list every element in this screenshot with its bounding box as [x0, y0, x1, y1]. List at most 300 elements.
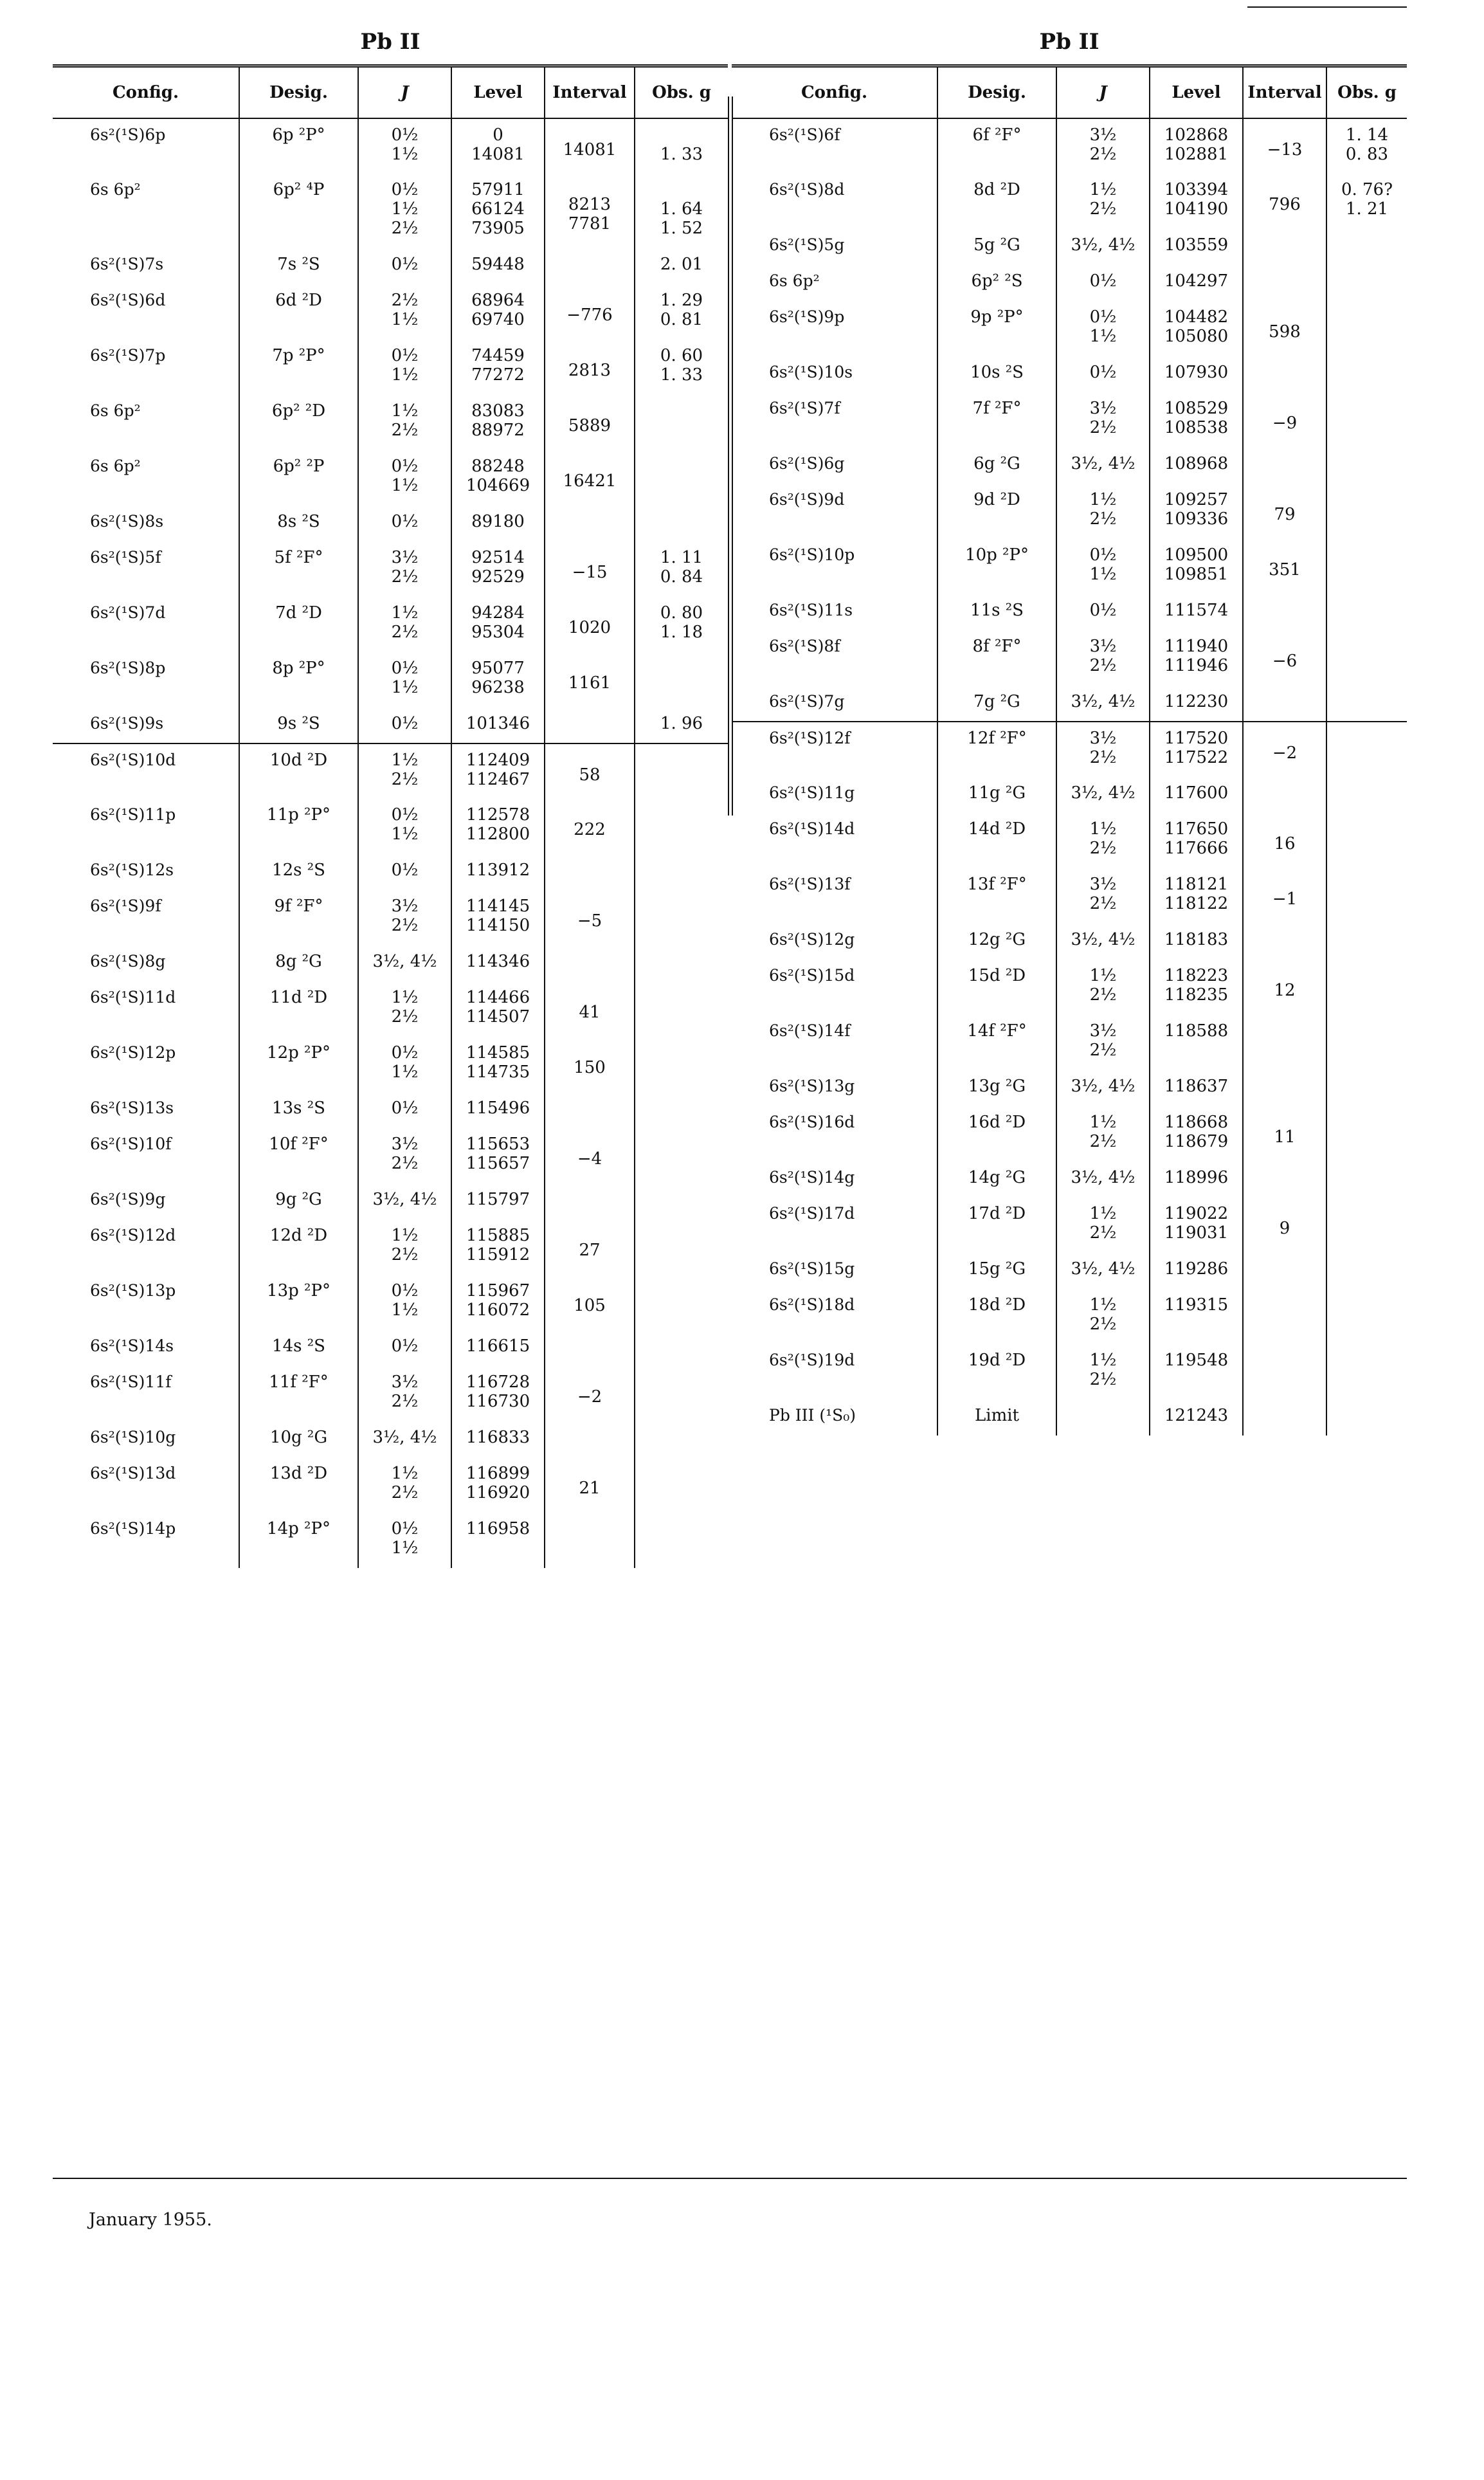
j-cell: 0½ [358, 248, 451, 284]
table-row [53, 1219, 728, 1275]
obs-g-cell [635, 1219, 728, 1275]
desig-cell: 13g ²G [937, 1070, 1056, 1106]
table-row [53, 1128, 728, 1183]
j-cell: 0½ 1½ [358, 799, 451, 854]
obs-g-cell: 1. 64 1. 52 [660, 199, 703, 238]
j-cell: 1½ 2½ [1056, 813, 1150, 868]
col-level: Level [451, 68, 545, 118]
table-row [53, 340, 728, 395]
interval-cell [1243, 356, 1326, 392]
j-cell: 3½ 2½ [358, 542, 451, 597]
table-row [732, 356, 1407, 392]
obs-g-cell [635, 395, 728, 450]
config-cell: 6s²(¹S)14s [53, 1330, 239, 1366]
col-desig: Desig. [239, 68, 358, 118]
config-cell: 6s²(¹S)7g [732, 686, 937, 722]
obs-g-cell: 2. 01 [660, 255, 703, 274]
table-row [732, 1106, 1407, 1162]
desig-cell: 7p ²P° [239, 340, 358, 395]
level-cell: 95077 96238 [451, 652, 545, 707]
obs-g-cell [635, 799, 728, 854]
table-row [732, 392, 1407, 448]
level-cell: 104482 105080 [1150, 301, 1243, 356]
j-cell: 1½ 2½ [1056, 1344, 1150, 1400]
j-cell: 3½, 4½ [1056, 924, 1150, 960]
level-cell: 116958 [451, 1513, 545, 1568]
desig-cell: 12d ²D [239, 1219, 358, 1275]
interval-cell: −5 [545, 890, 635, 945]
j-cell: 1½ 2½ [1056, 174, 1150, 229]
config-cell: 6s²(¹S)10p [732, 539, 937, 594]
col-config: Config. [53, 68, 239, 118]
interval-cell: 1020 [545, 597, 635, 652]
obs-g-cell [635, 506, 728, 542]
table-row [53, 707, 728, 743]
desig-cell: 9f ²F° [239, 890, 358, 945]
level-cell: 115885 115912 [451, 1219, 545, 1275]
desig-cell: 15d ²D [937, 960, 1056, 1015]
desig-cell: 6d ²D [239, 284, 358, 340]
level-cell: 114145 114150 [451, 890, 545, 945]
level-cell: 111940 111946 [1150, 630, 1243, 686]
table-row [53, 506, 728, 542]
obs-g-cell: 0. 60 1. 33 [660, 346, 703, 385]
col-desig: Desig. [937, 68, 1056, 118]
config-cell: 6s²(¹S)5f [53, 542, 239, 597]
interval-cell: −1 [1243, 868, 1326, 924]
table-row [732, 539, 1407, 594]
config-cell: 6s²(¹S)9s [53, 707, 239, 743]
obs-g-cell [1326, 1253, 1407, 1289]
j-cell: 1½ 2½ [358, 981, 451, 1037]
config-cell: 6s²(¹S)11g [732, 777, 937, 813]
j-cell: 0½ [358, 506, 451, 542]
j-cell: 1½ 2½ [358, 1457, 451, 1513]
interval-cell: −2 [1243, 722, 1326, 777]
bottom-rule [53, 2178, 1407, 2179]
table-row [732, 777, 1407, 813]
config-cell: 6s 6p² [53, 395, 239, 450]
level-cell: 117650 117666 [1150, 813, 1243, 868]
config-cell: 6s²(¹S)17d [732, 1198, 937, 1253]
desig-cell: 12s ²S [239, 854, 358, 890]
obs-g-cell [635, 1366, 728, 1421]
level-cell: 119548 [1150, 1344, 1243, 1400]
level-cell: 118183 [1150, 924, 1243, 960]
interval-cell [545, 707, 635, 743]
config-cell: 6s²(¹S)10d [53, 743, 239, 799]
level-cell: 103394 104190 [1150, 174, 1243, 229]
desig-cell: Limit [937, 1400, 1056, 1436]
level-cell: 107930 [1150, 356, 1243, 392]
j-cell: 3½ 2½ [358, 1366, 451, 1421]
level-cell: 114466 114507 [451, 981, 545, 1037]
desig-cell: 16d ²D [937, 1106, 1056, 1162]
level-cell: 112578 112800 [451, 799, 545, 854]
desig-cell: 13s ²S [239, 1092, 358, 1128]
config-cell: 6s²(¹S)13p [53, 1275, 239, 1330]
level-cell: 83083 88972 [451, 395, 545, 450]
table-row [53, 890, 728, 945]
j-cell: 3½ 2½ [1056, 630, 1150, 686]
level-cell: 92514 92529 [451, 542, 545, 597]
j-cell: 3½, 4½ [1056, 1070, 1150, 1106]
obs-g-cell: 1. 11 0. 84 [660, 548, 703, 587]
config-cell: 6s²(¹S)13f [732, 868, 937, 924]
obs-g-cell [1326, 777, 1407, 813]
desig-cell: 9d ²D [937, 484, 1056, 539]
desig-cell: 11p ²P° [239, 799, 358, 854]
j-cell: 2½ 1½ [358, 284, 451, 340]
config-cell: 6s²(¹S)10s [732, 356, 937, 392]
interval-cell: 8213 7781 [545, 174, 635, 248]
right-title: Pb II [1039, 29, 1099, 55]
level-cell: 117600 [1150, 777, 1243, 813]
j-cell: 1½ 2½ [1056, 484, 1150, 539]
level-cell: 118223 118235 [1150, 960, 1243, 1015]
level-cell: 118668 118679 [1150, 1106, 1243, 1162]
config-cell: 6s²(¹S)7d [53, 597, 239, 652]
obs-g-cell [1326, 813, 1407, 868]
j-cell: 3½ 2½ [1056, 392, 1150, 448]
config-cell: 6s²(¹S)14p [53, 1513, 239, 1568]
j-cell: 0½ [1056, 356, 1150, 392]
desig-cell: 5f ²F° [239, 542, 358, 597]
obs-g-cell [635, 450, 728, 506]
obs-g-cell [635, 1457, 728, 1513]
j-cell: 1½ 2½ [358, 597, 451, 652]
obs-g-cell [635, 981, 728, 1037]
interval-cell [545, 506, 635, 542]
interval-cell: −6 [1243, 630, 1326, 686]
obs-g-cell [1326, 630, 1407, 686]
desig-cell: 10f ²F° [239, 1128, 358, 1183]
interval-cell: 5889 [545, 395, 635, 450]
interval-cell: 1161 [545, 652, 635, 707]
j-cell: 1½ 2½ [1056, 1198, 1150, 1253]
j-cell: 1½ 2½ [358, 743, 451, 799]
obs-g-cell [635, 1128, 728, 1183]
interval-cell: 11 [1243, 1106, 1326, 1162]
desig-cell: 9s ²S [239, 707, 358, 743]
config-cell: 6s²(¹S)12f [732, 722, 937, 777]
level-cell: 88248 104669 [451, 450, 545, 506]
desig-cell: 8g ²G [239, 945, 358, 981]
j-cell: 3½, 4½ [1056, 1162, 1150, 1198]
obs-g-cell [635, 652, 728, 707]
level-cell: 119315 [1150, 1289, 1243, 1344]
obs-g-cell [635, 890, 728, 945]
interval-cell: −4 [545, 1128, 635, 1183]
obs-g-cell [1326, 484, 1407, 539]
desig-cell: 9p ²P° [937, 301, 1056, 356]
config-cell: 6s²(¹S)9g [53, 1183, 239, 1219]
interval-cell: 796 [1243, 174, 1326, 229]
table-row [732, 1289, 1407, 1344]
interval-cell [1243, 1400, 1326, 1436]
table-row [732, 265, 1407, 301]
obs-g-cell [635, 854, 728, 890]
j-cell: 3½ 2½ [1056, 722, 1150, 777]
config-cell: 6s²(¹S)6g [732, 448, 937, 484]
interval-cell [1243, 1344, 1326, 1400]
table-row [53, 854, 728, 890]
interval-cell [1243, 1162, 1326, 1198]
config-cell: 6s²(¹S)14f [732, 1015, 937, 1070]
config-cell: 6s²(¹S)9p [732, 301, 937, 356]
table-row [732, 1162, 1407, 1198]
interval-cell [545, 854, 635, 890]
level-cell: 103559 [1150, 229, 1243, 265]
level-cell: 112230 [1150, 686, 1243, 722]
config-cell: 6s²(¹S)12d [53, 1219, 239, 1275]
col-interval: Interval [1243, 68, 1326, 118]
config-cell: 6s²(¹S)5g [732, 229, 937, 265]
table-row [732, 594, 1407, 630]
obs-g-cell [1326, 960, 1407, 1015]
j-cell: 1½ 2½ [1056, 960, 1150, 1015]
table-row [732, 484, 1407, 539]
obs-g-cell [1326, 1344, 1407, 1400]
desig-cell: 12f ²F° [937, 722, 1056, 777]
obs-g-cell [635, 1183, 728, 1219]
config-cell: 6s 6p² [732, 265, 937, 301]
j-cell: 0½ [1056, 594, 1150, 630]
table-row [53, 395, 728, 450]
desig-cell: 11f ²F° [239, 1366, 358, 1421]
obs-g-cell: 1. 33 [660, 145, 703, 164]
obs-g-cell [1326, 1070, 1407, 1106]
desig-cell: 10s ²S [937, 356, 1056, 392]
level-cell: 68964 69740 [451, 284, 545, 340]
j-cell: 3½ 2½ [1056, 868, 1150, 924]
obs-g-cell [635, 1421, 728, 1457]
desig-cell: 6g ²G [937, 448, 1056, 484]
j-cell: 0½ 1½ [358, 1513, 451, 1568]
desig-cell: 8d ²D [937, 174, 1056, 229]
j-cell: 1½ 2½ [1056, 1106, 1150, 1162]
level-cell: 119286 [1150, 1253, 1243, 1289]
table-row [53, 1457, 728, 1513]
interval-cell [1243, 229, 1326, 265]
right-table [732, 68, 1407, 1436]
config-cell: 6s²(¹S)9f [53, 890, 239, 945]
desig-cell: 14s ²S [239, 1330, 358, 1366]
interval-cell: 9 [1243, 1198, 1326, 1253]
level-cell: 118121 118122 [1150, 868, 1243, 924]
j-cell: 0½ 1½ [358, 1275, 451, 1330]
level-cell: 118996 [1150, 1162, 1243, 1198]
interval-cell: 58 [545, 743, 635, 799]
desig-cell: 14f ²F° [937, 1015, 1056, 1070]
obs-g-cell [1326, 265, 1407, 301]
interval-cell [1243, 777, 1326, 813]
interval-cell [1243, 265, 1326, 301]
interval-cell: −15 [545, 542, 635, 597]
footer-date: January 1955. [89, 2210, 212, 2230]
table-row [732, 722, 1407, 777]
level-cell: 114585 114735 [451, 1037, 545, 1092]
j-cell: 0½ 1½ [1056, 539, 1150, 594]
config-cell: 6s²(¹S)19d [732, 1344, 937, 1400]
interval-cell [1243, 924, 1326, 960]
interval-cell [545, 1421, 635, 1457]
col-config: Config. [732, 68, 937, 118]
table-row [53, 743, 728, 799]
j-cell: 3½ 2½ [358, 890, 451, 945]
table-row [53, 799, 728, 854]
config-cell: 6s²(¹S)15d [732, 960, 937, 1015]
table-row [53, 981, 728, 1037]
left-table [53, 68, 728, 1568]
level-cell: 109500 109851 [1150, 539, 1243, 594]
interval-cell: 351 [1243, 539, 1326, 594]
table-row [732, 813, 1407, 868]
interval-cell [1243, 594, 1326, 630]
level-cell: 118588 [1150, 1015, 1243, 1070]
level-cell: 116728 116730 [451, 1366, 545, 1421]
j-cell: 0½ 1½ [358, 118, 451, 174]
table-row [53, 450, 728, 506]
left-panel [53, 26, 728, 1568]
col-level: Level [1150, 68, 1243, 118]
j-cell: 0½ 1½ [358, 450, 451, 506]
interval-cell: 41 [545, 981, 635, 1037]
j-cell: 1½ 2½ [358, 1219, 451, 1275]
j-cell: 3½ 2½ [1056, 1015, 1150, 1070]
j-cell: 3½, 4½ [1056, 1253, 1150, 1289]
level-cell: 115653 115657 [451, 1128, 545, 1183]
obs-g-cell [1326, 722, 1407, 777]
j-cell: 0½ 1½ [358, 340, 451, 395]
level-cell: 116833 [451, 1421, 545, 1457]
interval-cell [545, 1092, 635, 1128]
table-row [732, 174, 1407, 229]
table-row [53, 1183, 728, 1219]
level-cell: 115797 [451, 1183, 545, 1219]
desig-cell: 12p ²P° [239, 1037, 358, 1092]
level-cell: 101346 [451, 707, 545, 743]
obs-g-cell [1326, 868, 1407, 924]
level-cell: 116899 116920 [451, 1457, 545, 1513]
desig-cell: 7g ²G [937, 686, 1056, 722]
level-cell: 112409 112467 [451, 743, 545, 799]
table-row [53, 945, 728, 981]
desig-cell: 13p ²P° [239, 1275, 358, 1330]
table-row [732, 630, 1407, 686]
desig-cell: 13d ²D [239, 1457, 358, 1513]
j-cell: 3½, 4½ [358, 945, 451, 981]
obs-g-cell [1326, 1198, 1407, 1253]
interval-cell: 27 [545, 1219, 635, 1275]
config-cell: 6s²(¹S)8f [732, 630, 937, 686]
j-cell: 3½, 4½ [1056, 229, 1150, 265]
col-j: J [358, 68, 451, 118]
table-row [732, 1198, 1407, 1253]
desig-cell: 7d ²D [239, 597, 358, 652]
config-cell: 6s²(¹S)13g [732, 1070, 937, 1106]
desig-cell: 6p² ⁴P [239, 174, 358, 248]
config-cell: 6s²(¹S)7s [53, 248, 239, 284]
table-row [53, 652, 728, 707]
interval-cell: 105 [545, 1275, 635, 1330]
interval-cell: 14081 [545, 118, 635, 174]
desig-cell: 14g ²G [937, 1162, 1056, 1198]
col-obs-g: Obs. g [635, 68, 728, 118]
desig-cell: 6p ²P° [239, 118, 358, 174]
obs-g-cell [1326, 356, 1407, 392]
desig-cell: 15g ²G [937, 1253, 1056, 1289]
j-cell: 0½ [358, 707, 451, 743]
table-row [732, 960, 1407, 1015]
j-cell: 3½, 4½ [1056, 777, 1150, 813]
config-cell: 6s²(¹S)12g [732, 924, 937, 960]
top-decorative-rule [1247, 6, 1407, 8]
desig-cell: 8f ²F° [937, 630, 1056, 686]
interval-cell: −9 [1243, 392, 1326, 448]
config-cell: 6s²(¹S)14d [732, 813, 937, 868]
table-row [732, 1015, 1407, 1070]
level-cell: 119022 119031 [1150, 1198, 1243, 1253]
config-cell: 6s²(¹S)8s [53, 506, 239, 542]
level-cell: 94284 95304 [451, 597, 545, 652]
interval-cell: 16 [1243, 813, 1326, 868]
config-cell: 6s 6p² [53, 450, 239, 506]
config-cell: 6s²(¹S)6p [53, 118, 239, 174]
config-cell: 6s²(¹S)11p [53, 799, 239, 854]
j-cell: 1½ 2½ [358, 395, 451, 450]
interval-cell [1243, 1289, 1326, 1344]
interval-cell: −13 [1243, 118, 1326, 174]
level-cell: 121243 [1150, 1400, 1243, 1436]
j-cell: 0½ [358, 854, 451, 890]
obs-g-cell [1326, 686, 1407, 722]
obs-g-cell: 1. 14 0. 83 [1345, 125, 1389, 164]
config-cell: 6s²(¹S)12s [53, 854, 239, 890]
level-cell: 0 14081 [451, 118, 545, 174]
config-cell: 6s²(¹S)13d [53, 1457, 239, 1513]
level-cell: 104297 [1150, 265, 1243, 301]
table-row [732, 686, 1407, 722]
level-cell: 74459 77272 [451, 340, 545, 395]
j-cell: 0½ 1½ [358, 1037, 451, 1092]
obs-g-cell [1326, 1162, 1407, 1198]
j-cell: 0½ 1½ [358, 652, 451, 707]
interval-cell: 150 [545, 1037, 635, 1092]
config-cell: 6s²(¹S)11f [53, 1366, 239, 1421]
table-row [732, 118, 1407, 174]
obs-g-cell [635, 1092, 728, 1128]
level-cell: 102868 102881 [1150, 118, 1243, 174]
obs-g-cell [1326, 1400, 1407, 1436]
table-row [732, 1400, 1407, 1436]
interval-cell: 12 [1243, 960, 1326, 1015]
desig-cell: 11g ²G [937, 777, 1056, 813]
table-row [732, 1253, 1407, 1289]
desig-cell: 18d ²D [937, 1289, 1056, 1344]
obs-g-cell [1326, 392, 1407, 448]
interval-cell [545, 1330, 635, 1366]
table-row [53, 1421, 728, 1457]
table-row [53, 1513, 728, 1568]
j-cell: 3½, 4½ [358, 1183, 451, 1219]
left-title: Pb II [360, 29, 421, 55]
obs-g-cell [1326, 1289, 1407, 1344]
j-cell: 0½ 1½ 2½ [358, 174, 451, 248]
table-row [732, 868, 1407, 924]
desig-cell: 12g ²G [937, 924, 1056, 960]
config-cell: 6s²(¹S)6f [732, 118, 937, 174]
